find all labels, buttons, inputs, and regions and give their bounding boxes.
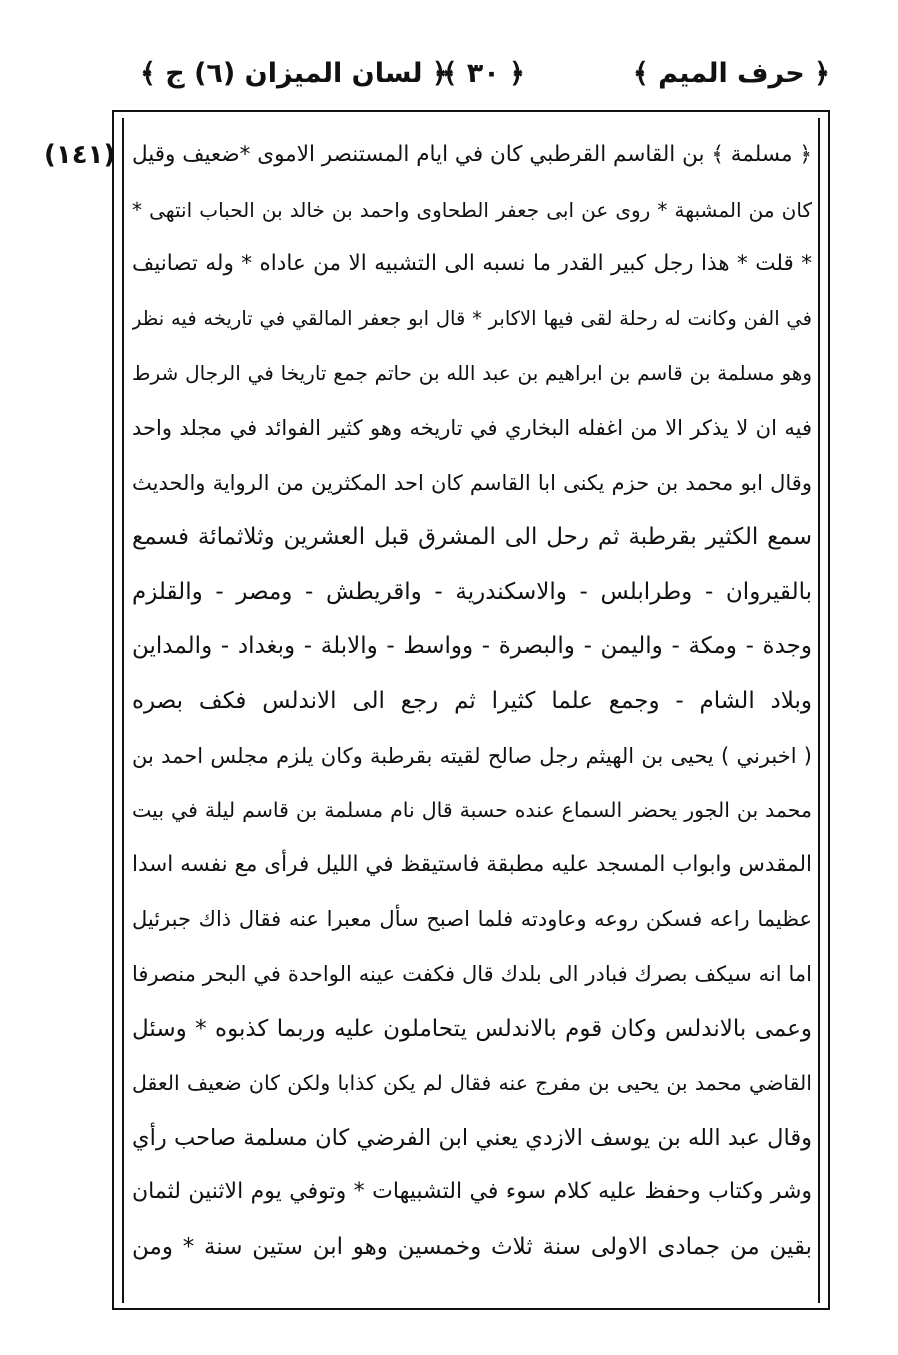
text-line: القاضي محمد بن يحيى بن مفرج عنه فقال لم يكن كذابا ولكن كان ضعيف العقل [132,1071,812,1096]
book-title: ﴿ لسان الميزان (٦) ج ﴾ [140,58,448,89]
text-line: بقين من جمادى الاولى سنة ثلاث وخمسين وهو ابن ستين سنة * ومن [132,1233,812,1260]
entry-number: (١٤١) [44,140,116,170]
section-title: ﴿ حرف الميم ﴾ [632,58,830,89]
text-line: وجدة - ومكة - واليمن - والبصرة - وواسط - والابلة - وبغداد - والمداين [132,633,812,660]
text-line: وشر وكتاب وحفظ عليه كلام سوء في التشبيهات * وتوفي يوم الاثنين لثمان [132,1179,812,1205]
text-line: وقال ابو محمد بن حزم يكنى ابا القاسم كان احد المكثرين من الرواية والحديث [132,470,812,495]
text-line: كان من المشبهة * روى عن ابى جعفر الطحاوى واحمد بن خالد بن الحباب انتهى * [132,197,812,222]
text-line: فيه ان لا يذكر الا من اغفله البخاري في تاريخه وهو كثير الفوائد في مجلد واحد [132,415,812,440]
text-line: سمع الكثير بقرطبة ثم رحل الى المشرق قبل العشرين وثلاثمائة فسمع [132,524,812,551]
text-line: في الفن وكانت له رحلة لقى فيها الاكابر * قال ابو جعفر المالقي في تاريخه فيه نظر [132,306,812,330]
text-line: وبلاد الشام - وجمع علما كثيرا ثم رجع الى الاندلس فكف بصره [132,687,812,714]
text-line: وقال عبد الله بن يوسف الازدي يعني ابن الفرضي كان مسلمة صاحب رأي [132,1124,812,1151]
text-line: * قلت * هذا رجل كبير القدر ما نسبه الى التشبيه الا من عاداه * وله تصانيف [132,251,812,277]
text-line: ( اخبرني ) يحيى بن الهيثم رجل صالح لقيته بقرطبة وكان يلزم مجلس احمد بن [132,743,812,768]
frame-rule-left [122,118,124,1303]
text-line: وعمى بالاندلس وكان قوم بالاندلس يتحاملون عليه وربما كذبوه * وسئل [132,1015,812,1042]
text-line: المقدس وابواب المسجد عليه مطبقة فاستيقظ في الليل فرأى مع نفسه اسدا [132,851,812,877]
text-line: اما انه سيكف بصرك فبادر الى بلدك قال فكفت عينه الواحدة في البحر منصرفا [132,961,812,986]
page-number: ﴿ ٣٠ ﴾ [441,58,525,89]
body-text [132,128,812,1274]
text-line: محمد بن الجور يحضر السماع عنده حسبة قال نام مسلمة بن قاسم ليلة في بيت [132,798,812,823]
text-line: وهو مسلمة بن قاسم بن ابراهيم بن عبد الله بن حاتم جمع تاريخا في الرجال شرط [132,361,812,386]
frame-rule-right [818,118,820,1303]
text-line: عظيما راعه فسكن روعه وعاودته فلما اصبح سأل معبرا عنه فقال ذاك جبرئيل [132,907,812,932]
running-header [140,58,830,98]
text-line: بالقيروان - وطرابلس - والاسكندرية - واقريطش - ومصر - والقلزم [132,578,812,605]
text-line: ﴿ مسلمة ﴾ بن القاسم القرطبي كان في ايام المستنصر الاموى *ضعيف وقيل [132,142,812,167]
